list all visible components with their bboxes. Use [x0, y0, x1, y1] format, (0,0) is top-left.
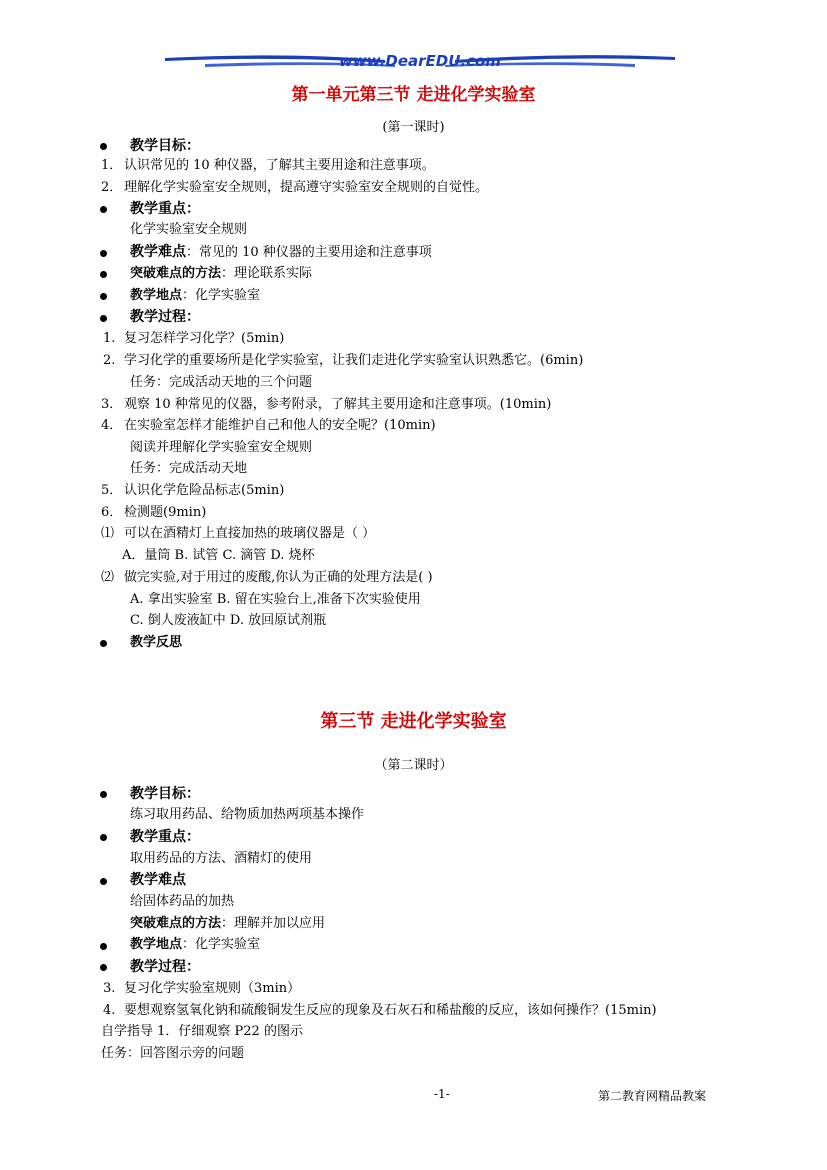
lesson2-process-label: 教学过程：: [130, 959, 200, 975]
lesson2-step3: 复习化学实验室规则（3min）: [124, 981, 301, 996]
footer-source: 第二教育网精品教案: [598, 1089, 707, 1103]
lesson2-focus-label: 教学重点：: [130, 829, 200, 845]
place-label: 教学地点: [130, 937, 183, 952]
place-text: ：化学实验室: [182, 937, 261, 952]
lesson1-focus-text: 化学实验室安全规则: [130, 222, 248, 237]
bullet-icon: [100, 791, 107, 798]
lesson1-q1: 可以在酒精灯上直接加热的玻璃仪器是（ ）: [124, 526, 376, 541]
step-number: 6．: [101, 505, 123, 520]
lesson2-guide: 自学指导 1．仔细观察 P22 的图示: [101, 1024, 303, 1039]
question-number: ⑴: [101, 526, 115, 541]
lesson1-q1-options: A．量筒 B. 试管 C. 滴管 D. 烧杯: [122, 548, 315, 563]
lesson1-goal1: 认识常见的 10 种仪器，了解其主要用途和注意事项。: [124, 158, 435, 173]
lesson1-step: 在实验室怎样才能维护自己和他人的安全呢？(10min): [124, 418, 436, 433]
step-number: 1.: [103, 331, 116, 346]
lesson1-method: [130, 265, 312, 283]
lesson2-place: [130, 936, 260, 954]
lesson1-process-label: 教学过程：: [130, 309, 200, 325]
bullet-icon: [100, 293, 107, 300]
lesson2-step4: 要想观察氢氧化钠和硫酸铜发生反应的现象及石灰石和稀盐酸的反应，该如何操作？(15min): [124, 1003, 657, 1018]
step-number: 3.: [103, 981, 116, 996]
method-text: ：理解并加以应用: [221, 916, 326, 931]
lesson1-step: 观察 10 种常见的仪器，参考附录，了解其主要用途和注意事项。(10min): [124, 397, 552, 412]
lesson1-difficulty: [130, 243, 432, 262]
bullet-icon: [100, 271, 107, 278]
step-number: 4.: [103, 1003, 116, 1018]
bullet-icon: [100, 315, 107, 322]
lesson2-goal-text: 练习取用药品、给物质加热两项基本操作: [130, 807, 365, 822]
lesson2-difficulty-label: 教学难点: [130, 872, 186, 888]
difficulty-text: ：常见的 10 种仪器的主要用途和注意事项: [186, 245, 432, 260]
lesson1-title: 第一单元第三节 走进化学实验室: [291, 85, 536, 105]
site-banner: [165, 50, 675, 76]
bullet-icon: [100, 143, 107, 150]
step-number: 5．: [101, 483, 123, 498]
lesson1-q2: 做完实验,对于用过的废酸,你认为正确的处理方法是( ): [124, 570, 433, 585]
lesson1-step: 任务：完成活动天地: [130, 461, 248, 476]
lesson2-focus-text: 取用药品的方法、酒精灯的使用: [130, 851, 313, 866]
lesson2-goals-label: 教学目标：: [130, 786, 200, 802]
lesson2-difficulty-text: 给固体药品的加热: [130, 894, 235, 909]
lesson1-q2-options1: A. 拿出实验室 B. 留在实验台上,准备下次实验使用: [130, 592, 421, 607]
method-label: 突破难点的方法: [130, 916, 222, 931]
bullet-icon: [100, 834, 107, 841]
lesson1-goal2: 理解化学实验室安全规则，提高遵守实验室安全规则的自觉性。: [124, 180, 489, 195]
place-text: ：化学实验室: [182, 288, 261, 303]
site-url: www.DearEDU.com: [339, 52, 501, 70]
lesson2-title: 第三节 走进化学实验室: [320, 711, 507, 732]
goal-number: 1．: [101, 158, 123, 173]
lesson1-period: (第一课时): [382, 120, 445, 135]
lesson1-step: 认识化学危险品标志(5min): [124, 483, 285, 498]
lesson1-step: 复习怎样学习化学？(5min): [124, 331, 285, 346]
bullet-icon: [100, 640, 107, 647]
difficulty-label: 教学难点: [130, 244, 186, 260]
step-number: 3．: [101, 397, 123, 412]
step-number: 2.: [103, 353, 116, 368]
lesson2-task: 任务：回答图示旁的问题: [101, 1046, 245, 1061]
bullet-icon: [100, 943, 107, 950]
lesson1-goals-label: 教学目标：: [130, 138, 200, 154]
goal-number: 2．: [101, 180, 123, 195]
method-text: ：理论联系实际: [221, 266, 313, 281]
place-label: 教学地点: [130, 288, 183, 303]
bullet-icon: [100, 878, 107, 885]
lesson2-period: （第二课时）: [374, 758, 453, 773]
lesson1-step: 阅读并理解化学实验室安全规则: [130, 440, 313, 455]
lesson2-method: [130, 915, 325, 933]
bullet-icon: [100, 206, 107, 213]
lesson1-step: 学习化学的重要场所是化学实验室，让我们走进化学实验室认识熟悉它。(6min): [124, 353, 584, 368]
bullet-icon: [100, 250, 107, 257]
lesson1-step: 检测题(9min): [124, 505, 207, 520]
step-number: 4．: [101, 418, 123, 433]
question-number: ⑵: [101, 570, 115, 585]
lesson1-step: 任务：完成活动天地的三个问题: [130, 375, 313, 390]
lesson1-focus-label: 教学重点：: [130, 201, 200, 217]
method-label: 突破难点的方法: [130, 266, 222, 281]
lesson1-reflection-label: 教学反思: [130, 635, 183, 650]
page-number: -1-: [434, 1087, 450, 1101]
lesson1-q2-options2: C. 倒人废液缸中 D. 放回原试剂瓶: [130, 613, 327, 628]
bullet-icon: [100, 964, 107, 971]
lesson1-place: [130, 287, 260, 305]
